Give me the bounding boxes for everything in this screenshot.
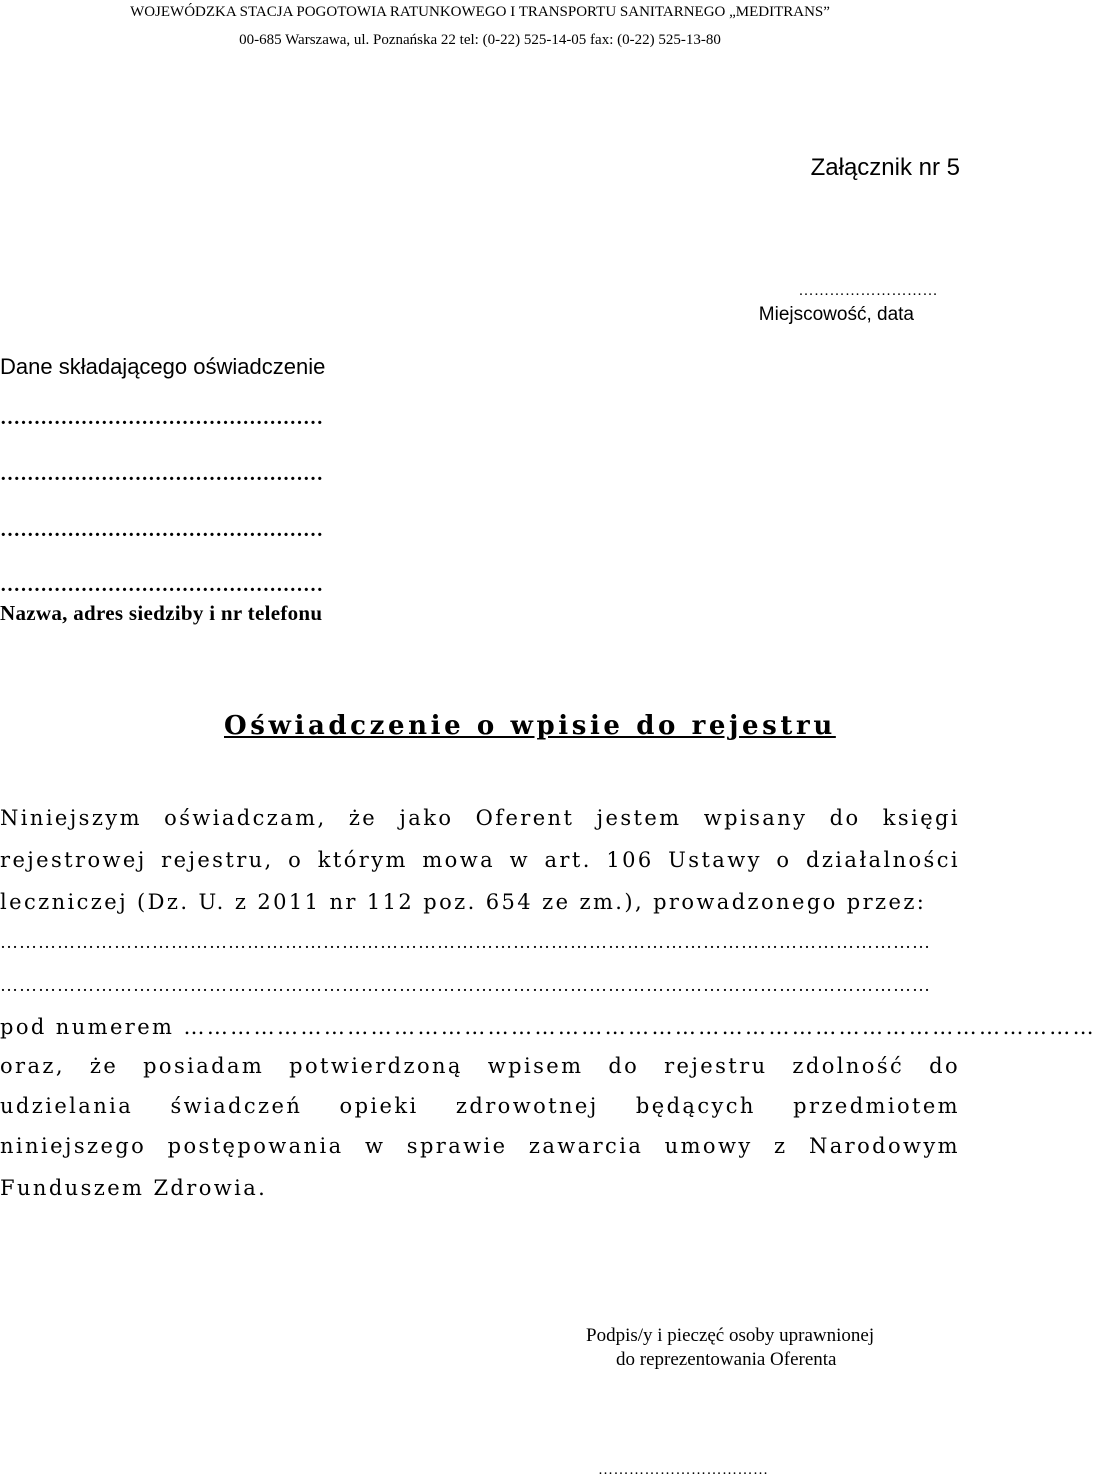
signature-caption: Podpis/y i pieczęć osoby uprawnionej (586, 1325, 875, 1346)
signature-caption: do reprezentowania Oferenta (616, 1349, 837, 1370)
paragraph2-line: udzielania świadczeń opieki zdrowotnej będących przedmiotem (0, 1094, 960, 1118)
header-address: 00-685 Warszawa, ul. Poznańska 22 tel: (0-22) 525-14-05 fax: (0-22) 525-13-80 (239, 32, 721, 48)
declarant-caption: Nazwa, adres siedziby i nr telefonu (0, 601, 323, 625)
paragraph1-line: Niniejszym oświadczam, że jako Oferent jestem wpisany do księgi (0, 806, 960, 830)
paragraph2-line: niniejszego postępowania w sprawie zawarcia umowy z Narodowym (0, 1134, 960, 1158)
header-institution-name: WOJEWÓDZKA STACJA POGOTOWIA RATUNKOWEGO I TRANSPORTU SANITARNEGO „MEDITRANS” (130, 4, 830, 20)
declarant-dot-line: ………………………………………… (0, 519, 324, 541)
place-date-label: Miejscowość, data (758, 304, 914, 325)
registry-dots-line: ………………………………………………………………………………………………………………………………… (0, 932, 931, 952)
paragraph2-line: Funduszem Zdrowia. (0, 1176, 268, 1200)
declarant-dot-line: ………………………………………… (0, 463, 324, 485)
paragraph1-line: rejestrowej rejestru, o którym mowa w art. 106 Ustawy o działalności (0, 848, 960, 872)
signature-dots: …………………………… (598, 1462, 769, 1478)
declarant-dot-line: ………………………………………… (0, 574, 324, 596)
place-date-dots: ……………………… (798, 283, 938, 299)
declarant-label: Dane składającego oświadczenie (0, 354, 326, 379)
registry-dots-line: ………………………………………………………………………………………………………………………………… (0, 975, 931, 995)
registry-number-line: pod numerem ……………………………………………………………………………………………………… (0, 1015, 1096, 1039)
attachment-number: Załącznik nr 5 (810, 154, 960, 181)
declarant-dot-line: ………………………………………… (0, 407, 324, 429)
paragraph1-line: leczniczej (Dz. U. z 2011 nr 112 poz. 654 ze zm.), prowadzonego przez: (0, 890, 927, 914)
document-title: Oświadczenie o wpisie do rejestru (224, 711, 836, 741)
paragraph2-line: oraz, że posiadam potwierdzoną wpisem do rejestru zdolność do (0, 1054, 960, 1078)
